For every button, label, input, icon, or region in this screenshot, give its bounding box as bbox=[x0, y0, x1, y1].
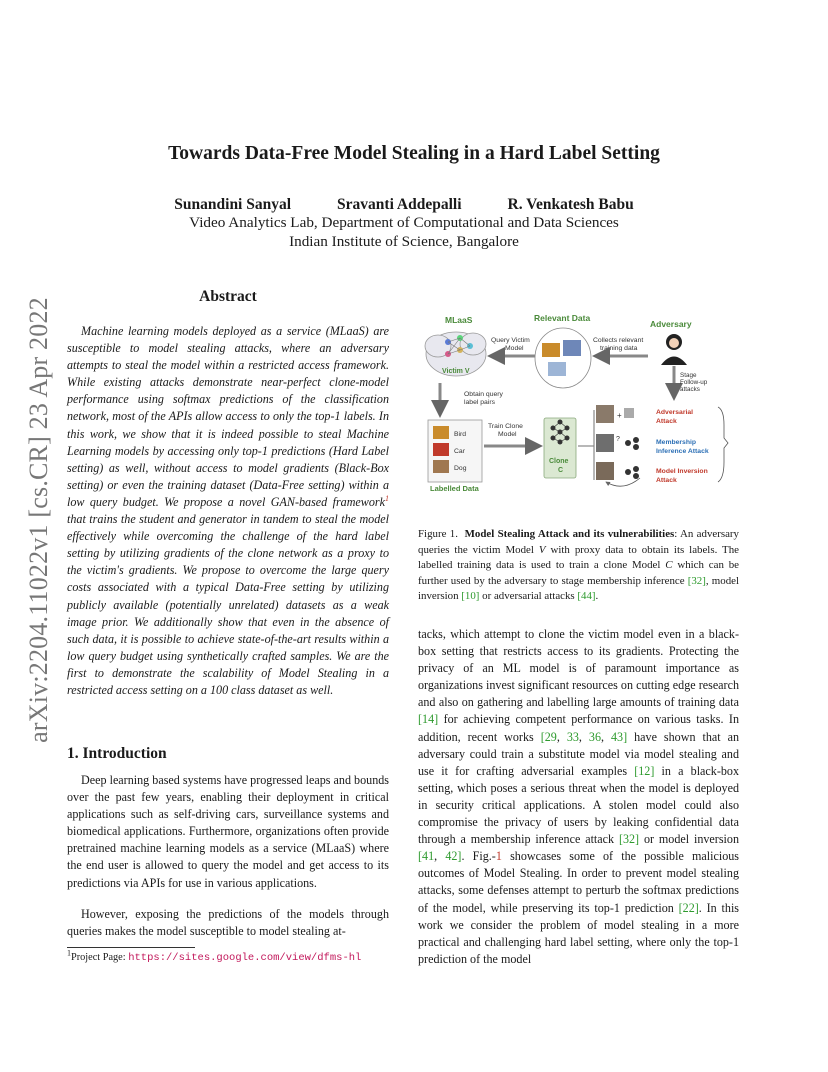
attack-row-adversarial bbox=[596, 405, 693, 425]
citation-link[interactable]: 43] bbox=[611, 729, 628, 744]
intro-paragraph-2: However, exposing the predictions of the models through queries makes the model susceptible to model stealing at- bbox=[67, 907, 389, 939]
citation-link[interactable]: [41 bbox=[418, 849, 435, 864]
label-car: Car bbox=[454, 448, 465, 455]
attack-adversarial-2: Attack bbox=[656, 418, 677, 425]
paper-title: Towards Data-Free Model Stealing in a Hard Label Setting bbox=[168, 143, 660, 164]
svg-text:?: ? bbox=[616, 436, 620, 443]
arxiv-stamp: arXiv:2204.11022v1 [cs.CR] 23 Apr 2022 bbox=[24, 297, 53, 743]
label-dog: Dog bbox=[454, 465, 467, 472]
figure-1-caption: Figure 1. Model Stealing Attack and its vulnerabilities: An adversary queries the victim Model V with proxy data to obtain its labels. The labelled training data is used to train a clone Model C which can be further used by the adversary to stage membership inference [32], model inversion [10] or adversarial attacks [44]. bbox=[418, 528, 740, 603]
query-victim-text-1: Query Victim bbox=[491, 337, 530, 344]
labelled-data-label: Labelled Data bbox=[430, 484, 479, 493]
attack-membership-1: Membership bbox=[656, 439, 697, 446]
footnote-mark[interactable]: 1 bbox=[385, 493, 389, 503]
project-page-link[interactable]: https://sites.google.com/view/dfms-hl bbox=[128, 952, 362, 964]
citation-link[interactable]: 42] bbox=[445, 849, 462, 864]
relevant-data-label: Relevant Data bbox=[534, 313, 591, 323]
victim-label: Victim V bbox=[442, 368, 470, 375]
attack-membership-2: Inference Attack bbox=[656, 448, 709, 455]
train-clone-text-2: Model bbox=[498, 431, 517, 438]
author-2: Sravanti Addepalli bbox=[337, 196, 462, 213]
attack-inversion-2: Attack bbox=[656, 477, 677, 484]
intro-paragraph-continued: tacks, which attempt to clone the victim model even in a black-box setting that restricts access to its gradients. Protecting the privacy of an ML model is of paramount importance as organizations invest significant resources on cutting edge research and also on gathering and labelling large amounts of training data [14] for achieving competent performance on various tasks. In addition, recent works [29, 33, 36, 43] have shown that an adversary could train a substitute model via model stealing and use it for crafting adversarial examples [12] in a black-box setting, which poses a serious threat when the model is deployed in security critical applications. A stolen model could also compromise the privacy of users by leaking confidential data through a membership inference attack [32] or model inversion [41, 42]. Fig.-1 showcases some of the possible malicious outcomes of Model Stealing. In order to prevent model stealing attacks, some defenses attempt to perturb the softmax predictions of the model, while preserving its top-1 prediction [22]. In this work we consider the problem of model stealing in a more practical and challenging hard label setting, where only the top-1 prediction of the model bbox=[418, 627, 740, 966]
mlaas-label: MLaaS bbox=[445, 315, 473, 325]
author-3: R. Venkatesh Babu bbox=[507, 196, 634, 213]
adversary-icon bbox=[661, 334, 687, 365]
footnote-rule bbox=[67, 947, 195, 948]
attack-row-inversion bbox=[596, 462, 708, 486]
figure-ref-link[interactable]: 1 bbox=[495, 849, 502, 864]
citation-link[interactable]: 36 bbox=[588, 729, 601, 744]
obtain-text-1: Obtain query bbox=[464, 391, 503, 398]
stage-text-1: Stage bbox=[680, 372, 697, 379]
intro-paragraph-1: Deep learning based systems have progressed leaps and bounds over the past few years, enabling their deployment in critical applications such as self-driving cars, surveillance systems and biomedical applications. Furthermore, organizations often provide pretrained machine learning models as a service (MLaaS) where the end user is allowed to query the model and get access to its predictions via APIs for use in various applications. bbox=[67, 773, 389, 890]
attack-row-membership bbox=[596, 434, 709, 455]
citation-link[interactable]: [10] bbox=[461, 590, 480, 603]
train-clone-text-1: Train Clone bbox=[488, 423, 523, 430]
clone-label-2: C bbox=[558, 467, 564, 474]
citation-link[interactable]: 33 bbox=[566, 729, 579, 744]
citation-link[interactable]: [44] bbox=[577, 590, 596, 603]
citation-link[interactable]: [32] bbox=[618, 832, 640, 847]
label-bird: Bird bbox=[454, 431, 467, 438]
stage-text-3: attacks bbox=[680, 386, 700, 393]
affiliation-line-1: Video Analytics Lab, Department of Computational and Data Sciences bbox=[189, 214, 619, 231]
svg-text:+: + bbox=[617, 411, 622, 420]
citation-link[interactable]: [14] bbox=[418, 712, 439, 727]
attack-adversarial-1: Adversarial bbox=[656, 409, 694, 416]
citation-link[interactable]: [12] bbox=[634, 763, 655, 778]
clone-label-1: Clone bbox=[549, 458, 569, 465]
attack-inversion-1: Model Inversion bbox=[656, 468, 708, 475]
citation-link[interactable]: [29 bbox=[540, 729, 557, 744]
abstract-text: Machine learning models deployed as a service (MLaaS) are susceptible to model stealing attacks, where an adversary attempts to steal the model within a restricted access framework. While existing attacks demonstrate near-perfect clone-model performance using softmax predictions of the classification network, most of the APIs allow access to only the top-1 labels. In this work, we show that it is indeed possible to steal Machine Learning models by accessing only top-1 predictions (Hard Label setting) as well, without access to model gradients (Black-Box setting) or even the training dataset (Data-Free setting) within a low query budget. We propose a novel GAN-based framework$^1$ that trains the student and generator in tandem to steal the model effectively while overcoming the challenge of the hard label setting by utilizing gradients of the clone network as a proxy to the victim's gradients. We propose to overcome the large query costs associated with a typical Data-Free setting by utilizing publicly available (potentially unrelated) datasets as a weak image prior. We additionally show that even in the absence of such data, it is possible to achieve state-of-the-art results within a low query budget using synthetically crafted samples. We are the first to demonstrate the scalability of Model Stealing in a restricted access setting on a 100 class dataset as well. bbox=[67, 324, 389, 697]
abstract-heading: Abstract bbox=[199, 288, 257, 305]
author-list bbox=[0, 196, 808, 214]
obtain-text-2: label pairs bbox=[464, 399, 495, 406]
citation-link[interactable]: [22] bbox=[678, 900, 699, 915]
footnote: $^1$Project Page: https://sites.google.com/view/dfms-hl bbox=[67, 948, 362, 964]
section-heading-introduction: 1. Introduction bbox=[67, 745, 167, 762]
collects-text-2: training data bbox=[600, 345, 638, 352]
relevant-data-pool bbox=[535, 328, 591, 388]
collects-text-1: Collects relevant bbox=[593, 337, 644, 344]
affiliation-line-2: Indian Institute of Science, Bangalore bbox=[289, 233, 519, 250]
adversary-label: Adversary bbox=[650, 319, 692, 329]
stage-text-2: Follow-up bbox=[680, 379, 708, 386]
query-victim-text-2: Model bbox=[505, 345, 524, 352]
author-1: Sunandini Sanyal bbox=[174, 196, 292, 213]
citation-link[interactable]: [32] bbox=[687, 574, 706, 587]
figure-1-diagram bbox=[418, 310, 740, 495]
